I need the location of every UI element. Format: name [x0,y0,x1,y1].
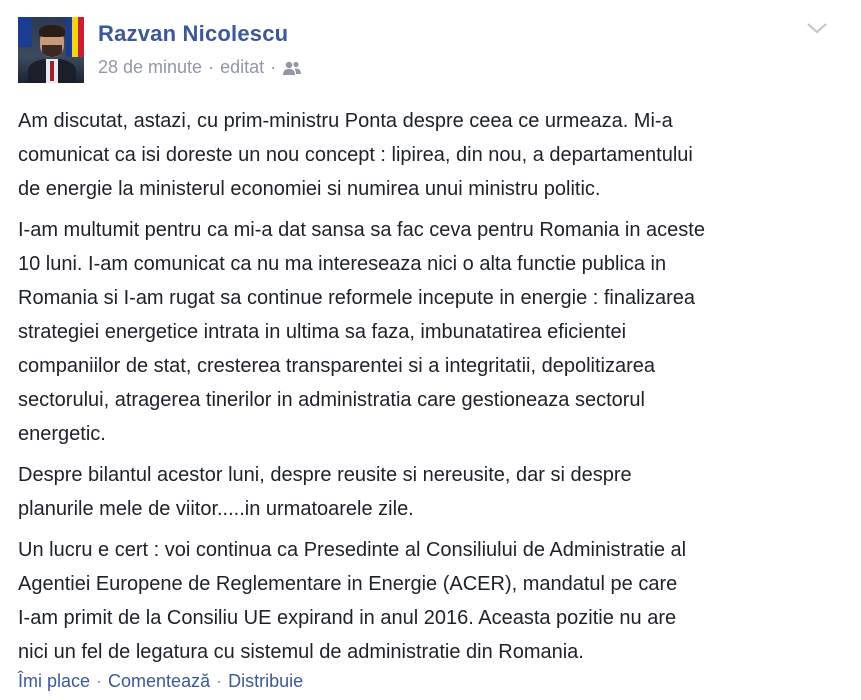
action-separator: · [96,671,103,691]
post-line: 10 luni. I-am comunicat ca nu ma intereseaza nici o alta functie publica in [18,253,667,275]
share-link[interactable]: Distribuie [228,671,304,691]
post-line: I-am primit de la Consiliu UE expirand in anul 2016. Aceasta pozitie nu are [18,607,677,629]
edited-label[interactable]: editat [220,57,265,77]
post-line: companiilor de stat, cresterea transparentei si a integritatii, depolitizarea [18,355,655,377]
timestamp[interactable]: 28 de minute [98,57,203,77]
post-line: Despre bilantul acestor luni, despre reusite si nereusite, dar si despre [18,464,632,486]
eu-flag [18,17,32,47]
comment-link[interactable]: Comentează [108,671,211,691]
friends-icon[interactable] [282,60,302,76]
author-name[interactable]: Razvan Nicolescu [98,21,289,46]
post-line: energetic. [18,423,106,445]
post-actions [18,671,303,692]
post-paragraph [18,533,848,669]
post-paragraph [18,458,848,526]
post-line: nici un fel de legatura cu sistemul de administratie din Romania. [18,641,584,663]
meta-separator: · [208,57,215,77]
post-line: Agentiei Europene de Reglementare in Energie (ACER), mandatul pe care [18,573,678,595]
chevron-down-icon[interactable] [806,21,828,35]
post-line: strategiei energetice intrata in ultima sa faza, imbunatatirea eficientei [18,321,627,343]
post-paragraph [18,104,848,206]
post-line: comunicat ca isi doreste un nou concept : lipirea, din nou, a departamentului [18,144,693,166]
post-line: Am discutat, astazi, cu prim-ministru Ponta despre ceea ce urmeaza. Mi-a [18,110,673,132]
post-line: I-am multumit pentru ca mi-a dat sansa sa fac ceva pentru Romania in aceste [18,219,705,241]
post-line: planurile mele de viitor.....in urmatoarele zile. [18,498,414,520]
avatar[interactable] [18,17,84,83]
post-line: sectorului, atragerea tinerilor in administratia care gestioneaza sectorul [18,389,645,411]
post-paragraph [18,213,848,451]
like-link[interactable]: Îmi place [18,671,91,691]
avatar-hair [39,25,65,37]
post-line: Romania si I-am rugat sa continue reformele incepute in energie : finalizarea [18,287,696,309]
avatar-tie [50,61,54,81]
romania-flag [66,17,84,57]
post-meta [98,57,302,78]
post-line: Un lucru e cert : voi continua ca Presedinte al Consiliului de Administratie al [18,539,687,561]
post-body [18,104,848,676]
meta-separator: · [270,57,277,77]
avatar-beard [42,45,62,57]
post-line: de energie la ministerul economiei si numirea unui ministru politic. [18,178,601,200]
action-separator: · [216,671,223,691]
